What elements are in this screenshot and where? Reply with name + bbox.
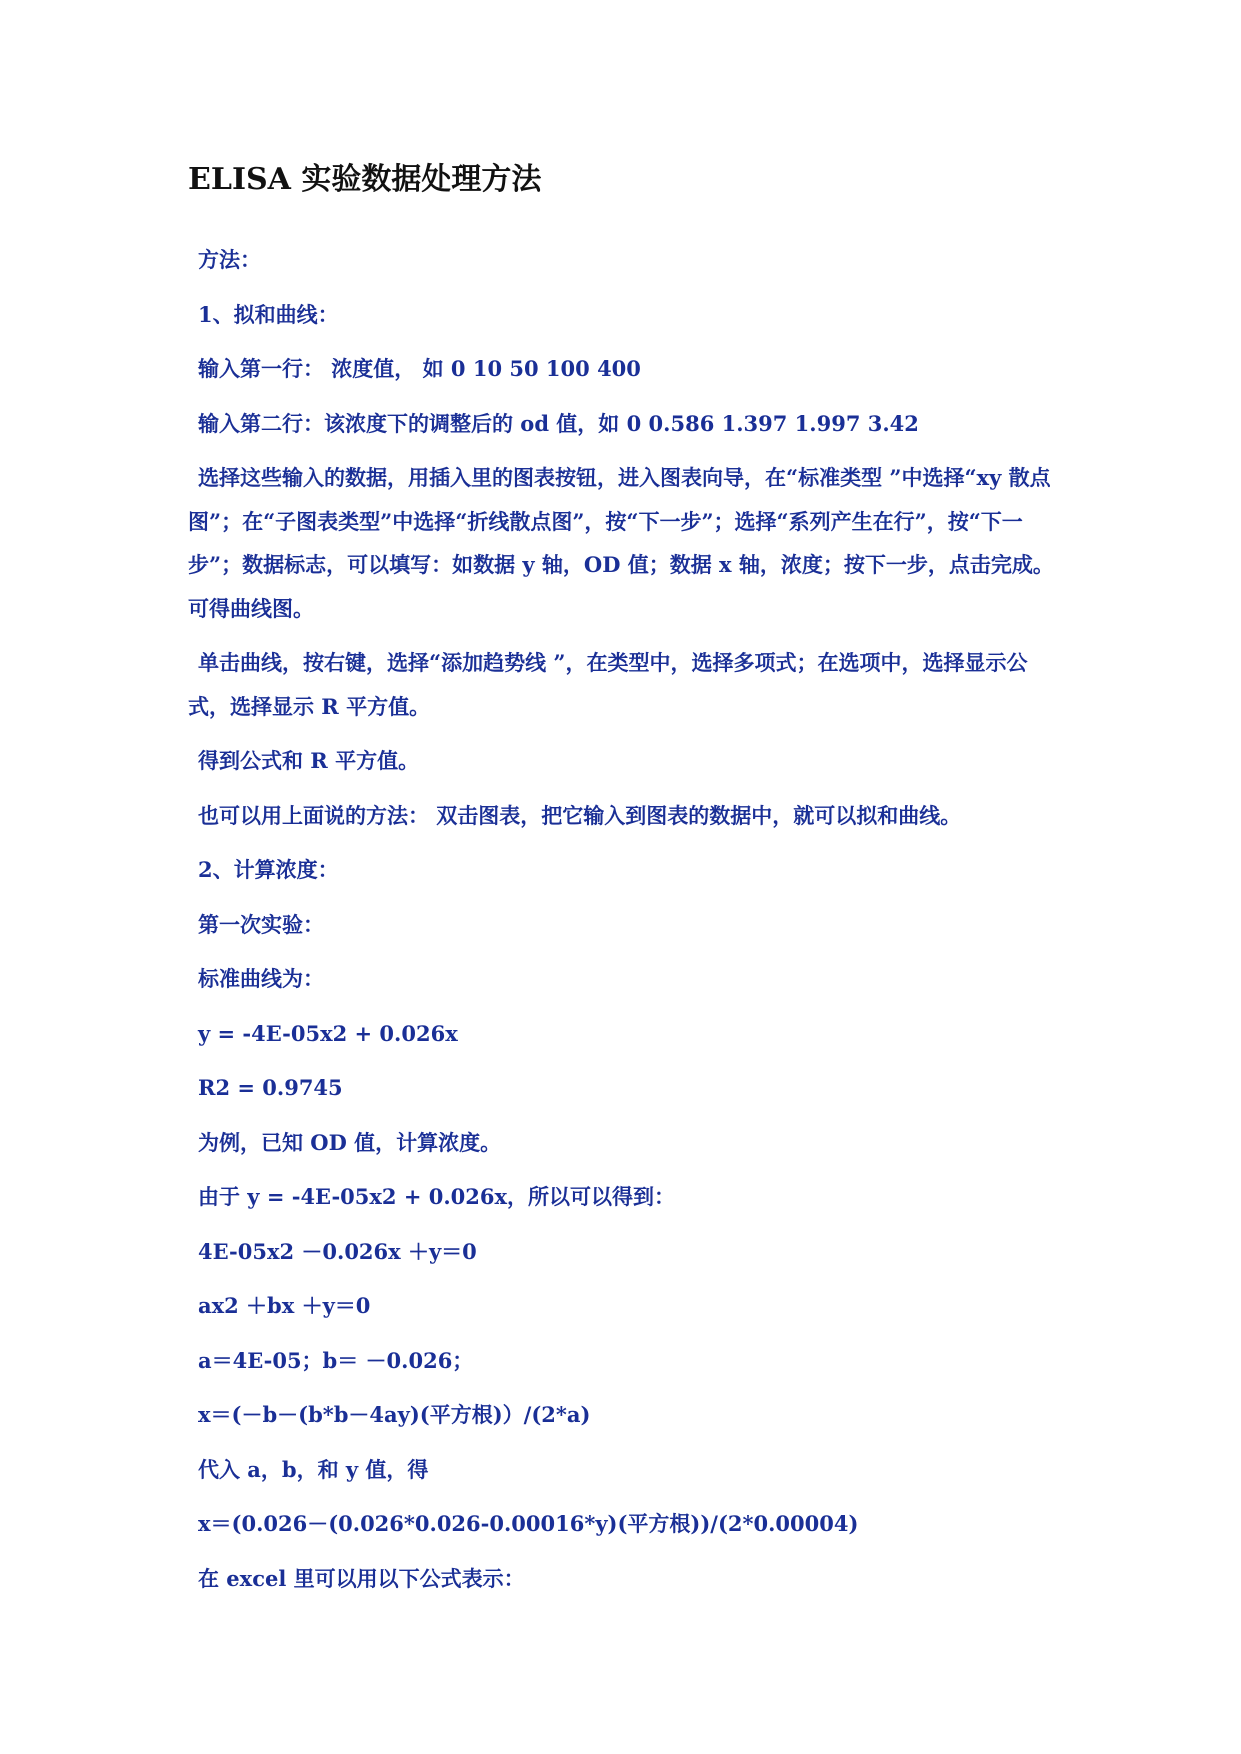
paragraph-trendline: 单击曲线，按右键，选择“添加趋势线 ”，在类型中，选择多项式；在选项中，选择显示公式，选择显示 R 平方值。 — [188, 650, 1028, 719]
paragraph-first-experiment: 第一次实验： — [198, 911, 324, 937]
paragraph-formula-r2: 得到公式和 R 平方值。 — [198, 748, 420, 773]
paragraph-excel: 在 excel 里可以用以下公式表示： — [198, 1565, 525, 1591]
paragraph-second-row: 输入第二行：该浓度下的调整后的 od 值，如 0 0.586 1.397 1.997 3.42 — [198, 410, 919, 436]
paragraph-derive: 由于 y = -4E-05x2 + 0.026x，所以可以得到： — [198, 1184, 676, 1209]
paragraph-root-formula: x＝(－b－(b*b－4ay)(平方根)）/(2*a) — [198, 1402, 591, 1427]
paragraph-rearranged: 4E-05x2 －0.026x ＋y＝0 — [198, 1238, 477, 1264]
document-title: ELISA 实验数据处理方法 — [188, 162, 542, 197]
document-body — [188, 238, 1058, 1611]
paragraph-coefficients: a＝4E-05；b＝ －0.026； — [198, 1347, 474, 1373]
paragraph-first-row: 输入第一行： 浓度值， 如 0 10 50 100 400 — [198, 356, 641, 381]
paragraph-general-form: ax2 ＋bx ＋y＝0 — [198, 1293, 371, 1318]
paragraph-standard-curve: 标准曲线为： — [198, 966, 324, 991]
paragraph-step2-heading: 2、计算浓度： — [198, 857, 339, 882]
paragraph-equation: y = -4E-05x2 + 0.026x — [198, 1020, 458, 1046]
paragraph-example: 为例，已知 OD 值，计算浓度。 — [198, 1129, 502, 1155]
paragraph-step1-heading: 1、拟和曲线： — [198, 301, 339, 327]
paragraph-numeric-formula: x＝(0.026－(0.026*0.026-0.00016*y)(平方根))/(2*0.00004) — [198, 1511, 859, 1536]
paragraph-alt-method: 也可以用上面说的方法： 双击图表，把它输入到图表的数据中，就可以拟和曲线。 — [198, 802, 962, 828]
paragraph-substitute: 代入 a，b，和 y 值，得 — [198, 1456, 429, 1482]
paragraph-r-squared: R2 = 0.9745 — [198, 1075, 343, 1100]
paragraph-chart-wizard: 选择这些输入的数据，用插入里的图表按钮，进入图表向导，在“标准类型 ”中选择“xy 散点图”；在“子图表类型”中选择“折线散点图”，按“下一步”；选择“系列产生在行”，按“下一步”；数据标志，可以填写：如数据 y 轴，OD 值；数据 x 轴，浓度；按下一步，点击完成。可得曲线图。 — [188, 465, 1054, 621]
paragraph-method-heading: 方法： — [198, 247, 261, 272]
